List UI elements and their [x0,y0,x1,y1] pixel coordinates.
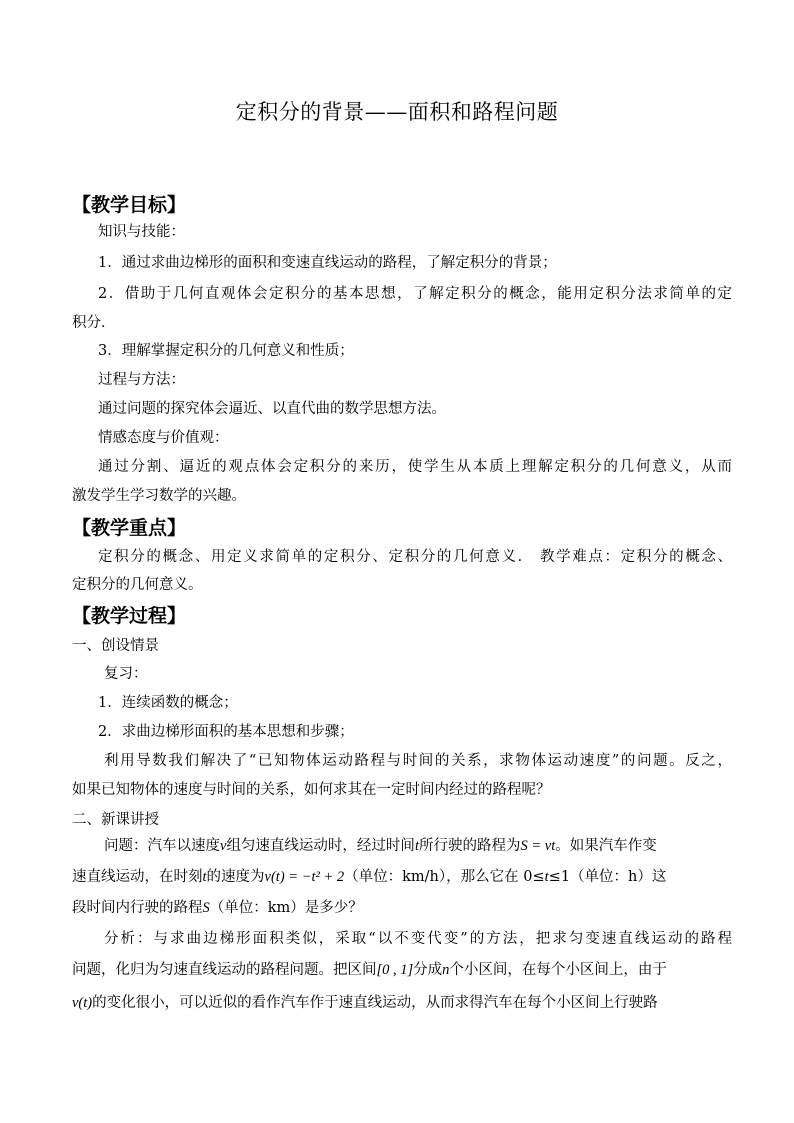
problem-text: 所行驶的路程为 [418,838,521,854]
problem-line-2 [72,866,732,888]
var-t: t [544,869,549,885]
objective-item-3: 3．理解掌握定积分的几何意义和性质； [98,343,354,359]
formula-velocity: v(t) = −t² + 2 [264,869,345,885]
part1-title: 一、创设情景 [72,638,159,654]
var-n: n [442,962,450,978]
review-item-1: 1．连续函数的概念； [98,695,238,711]
analysis-text: 的变化很小，可以近似的看作汽车作于速直线运动，从而求得汽车在每个小区间上行驶路 [92,995,658,1011]
formula-vt: v(t) [72,995,93,1011]
var-v: v [220,838,227,854]
var-s: S [202,900,210,916]
objective-item-1: 1．通过求曲边梯形的面积和变速直线运动的路程，了解定积分的背景； [98,255,557,271]
problem-text: 速直线运动，在时刻 [72,869,203,885]
problem-text: 段时间内行驶的路程 [72,900,203,916]
analysis-line-1: 分析：与求曲边梯形面积类似，采取“以不变代变”的方法，把求匀变速直线运动的路程 [104,931,732,947]
interval: [0 , 1] [376,962,414,978]
keypoints-heading: 【教学重点】 [72,517,187,539]
analysis-text: 个小区间，在每个小区间上，由于 [449,962,667,978]
process-label: 过程与方法： [98,372,185,388]
objectives-heading: 【教学目标】 [72,194,187,216]
emotion-text-b: 激发学生学习数学的兴趣。 [72,488,246,504]
var-t: t [202,869,207,885]
review-label: 复习： [104,666,148,682]
page-title: 定积分的背景——面积和路程问题 [235,100,559,124]
problem-text: 。如果汽车作变 [555,838,657,854]
process-heading: 【教学过程】 [72,605,187,627]
knowledge-label: 知识与技能： [98,224,185,240]
problem-text: （单位：km/h），那么它在 0≤ [344,869,545,885]
analysis-line-2 [72,959,732,981]
emotion-text-a: 通过分割、逼近的观点体会定积分的来历，使学生从本质上理解定积分的几何意义，从而 [98,459,732,475]
intro-text-a: 利用导数我们解决了“已知物体运动路程与时间的关系，求物体运动速度”的问题。反之， [104,753,732,769]
review-item-2: 2．求曲边梯形面积的基本思想和步骤； [98,724,354,740]
part2-title: 二、新课讲授 [72,812,159,828]
problem-text: ≤1（单位：h）这 [548,869,667,885]
analysis-line-3 [72,992,732,1014]
problem-text: （单位：km）是多少？ [209,900,363,916]
objective-item-2a: 2．借助于几何直观体会定积分的基本思想，了解定积分的概念，能用定积分法求简单的定 [98,286,732,302]
problem-line-1 [104,835,764,857]
keypoints-line-b: 定积分的几何意义。 [72,577,203,593]
analysis-text: 问题，化归为匀速直线运动的路程问题。把区间 [72,962,377,978]
problem-text: 问题：汽车以速度 [104,838,220,854]
var-t: t [414,838,419,854]
analysis-text: 分成 [413,962,443,978]
objective-item-2b: 积分． [72,315,116,331]
intro-text-b: 如果已知物体的速度与时间的关系，如何求其在一定时间内经过的路程呢？ [72,782,551,798]
process-text: 通过问题的探究体会逼近、以直代曲的数学思想方法。 [98,401,446,417]
emotion-label: 情感态度与价值观： [98,430,229,446]
keypoints-line-a: 定积分的概念、用定义求简单的定积分、定积分的几何意义． 教学难点：定积分的概念、 [98,549,732,565]
formula-s-vt: S = vt [520,838,556,854]
problem-text: 的速度为 [206,869,265,885]
problem-text: 组匀速直线运动时，经过时间 [226,838,415,854]
problem-line-3 [72,897,732,919]
